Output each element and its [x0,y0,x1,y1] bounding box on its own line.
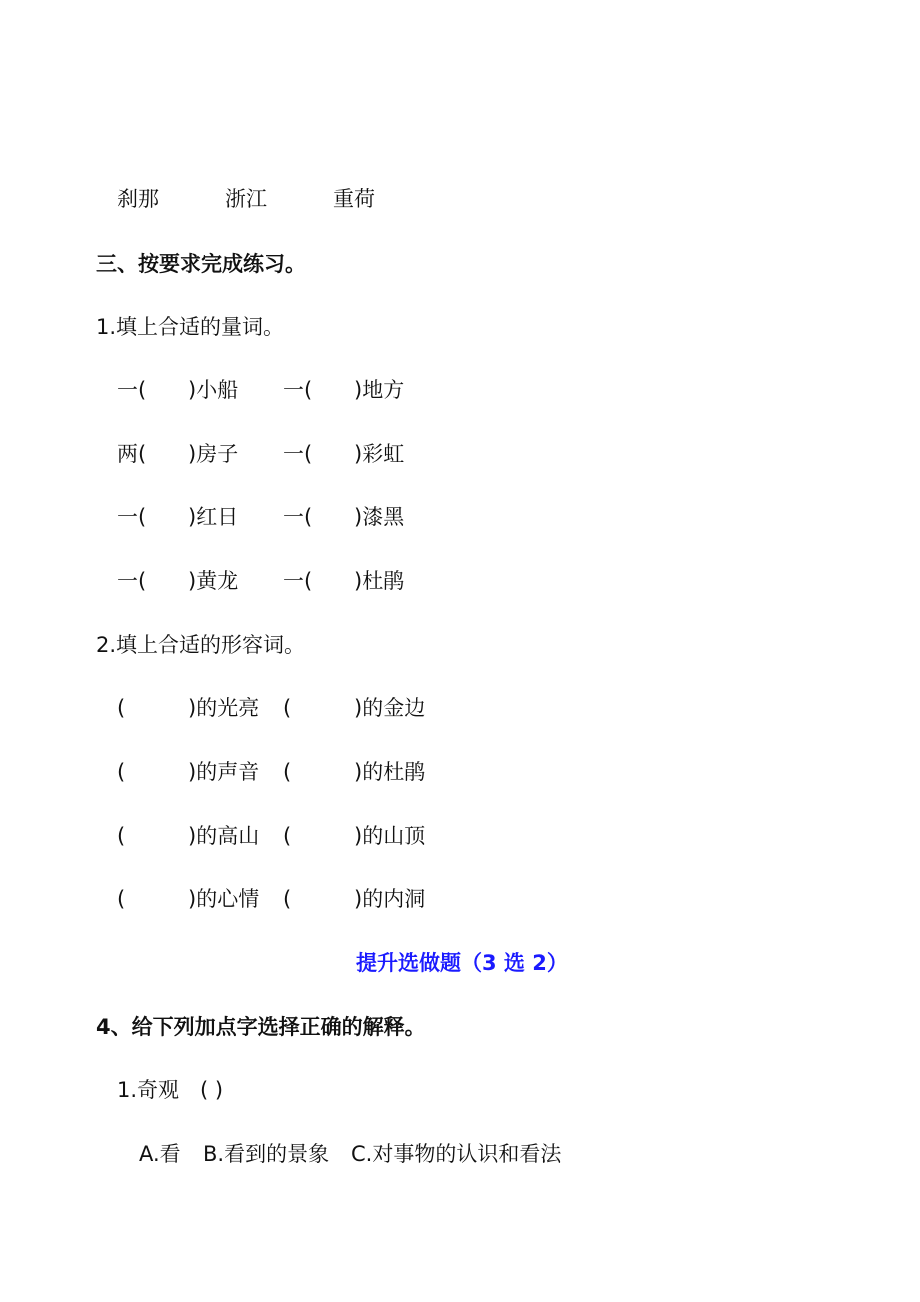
option-c: C.对事物的认识和看法 [351,1142,562,1166]
q1-r4-c1-suffix: )黄龙 [188,569,239,593]
q1-r1-c2-suffix: )地方 [354,378,405,402]
section-3-heading: 三、按要求完成练习。 [96,252,306,276]
option-b: B.看到的景象 [203,1142,330,1166]
q1-r1-c2-prefix: 一( [283,378,313,402]
item-1-answer-blank: ( ) [200,1078,224,1102]
q2-r4-c1-suffix: )的心情 [188,887,260,911]
q1-r3-c2-prefix: 一( [283,505,313,529]
option-a: A.看 [139,1142,181,1166]
q1-r1-c1-suffix: )小船 [188,378,239,402]
q2-title: 2.填上合适的形容词。 [96,633,306,657]
q1-r3-c2-suffix: )漆黑 [354,505,405,529]
q2-r1-c2-suffix: )的金边 [354,696,426,720]
q1-r2-c1-suffix: )房子 [188,442,239,466]
q1-r1-c1-prefix: 一( [117,378,147,402]
q1-r3-c1-suffix: )红日 [188,505,239,529]
q1-title: 1.填上合适的量词。 [96,315,285,339]
q1-r4-c2-prefix: 一( [283,569,313,593]
q2-r2-c2-suffix: )的杜鹃 [354,760,426,784]
q2-r1-c2-prefix: ( [283,696,292,720]
q2-r4-c2-prefix: ( [283,887,292,911]
word-1: 刹那 [117,187,159,211]
q2-r2-c2-prefix: ( [283,760,292,784]
q2-r4-c1-prefix: ( [117,887,126,911]
q2-r3-c2-suffix: )的山顶 [354,824,426,848]
q2-r1-c1-prefix: ( [117,696,126,720]
word-3: 重荷 [333,187,375,211]
q2-r3-c1-prefix: ( [117,824,126,848]
q2-r1-c1-suffix: )的光亮 [188,696,260,720]
q2-r2-c1-suffix: )的声音 [188,760,260,784]
item-1-word: 1.奇观 [117,1078,180,1102]
q1-r2-c2-suffix: )彩虹 [354,442,405,466]
q1-r4-c1-prefix: 一( [117,569,147,593]
q2-r4-c2-suffix: )的内洞 [354,887,426,911]
advanced-heading: 提升选做题（3 选 2） [356,951,568,975]
word-2: 浙江 [225,187,267,211]
q1-r3-c1-prefix: 一( [117,505,147,529]
q1-r2-c1-prefix: 两( [117,442,147,466]
q1-r4-c2-suffix: )杜鹃 [354,569,405,593]
q1-r2-c2-prefix: 一( [283,442,313,466]
section-4-heading: 4、给下列加点字选择正确的解释。 [96,1015,426,1039]
q2-r3-c1-suffix: )的高山 [188,824,260,848]
q2-r3-c2-prefix: ( [283,824,292,848]
q2-r2-c1-prefix: ( [117,760,126,784]
